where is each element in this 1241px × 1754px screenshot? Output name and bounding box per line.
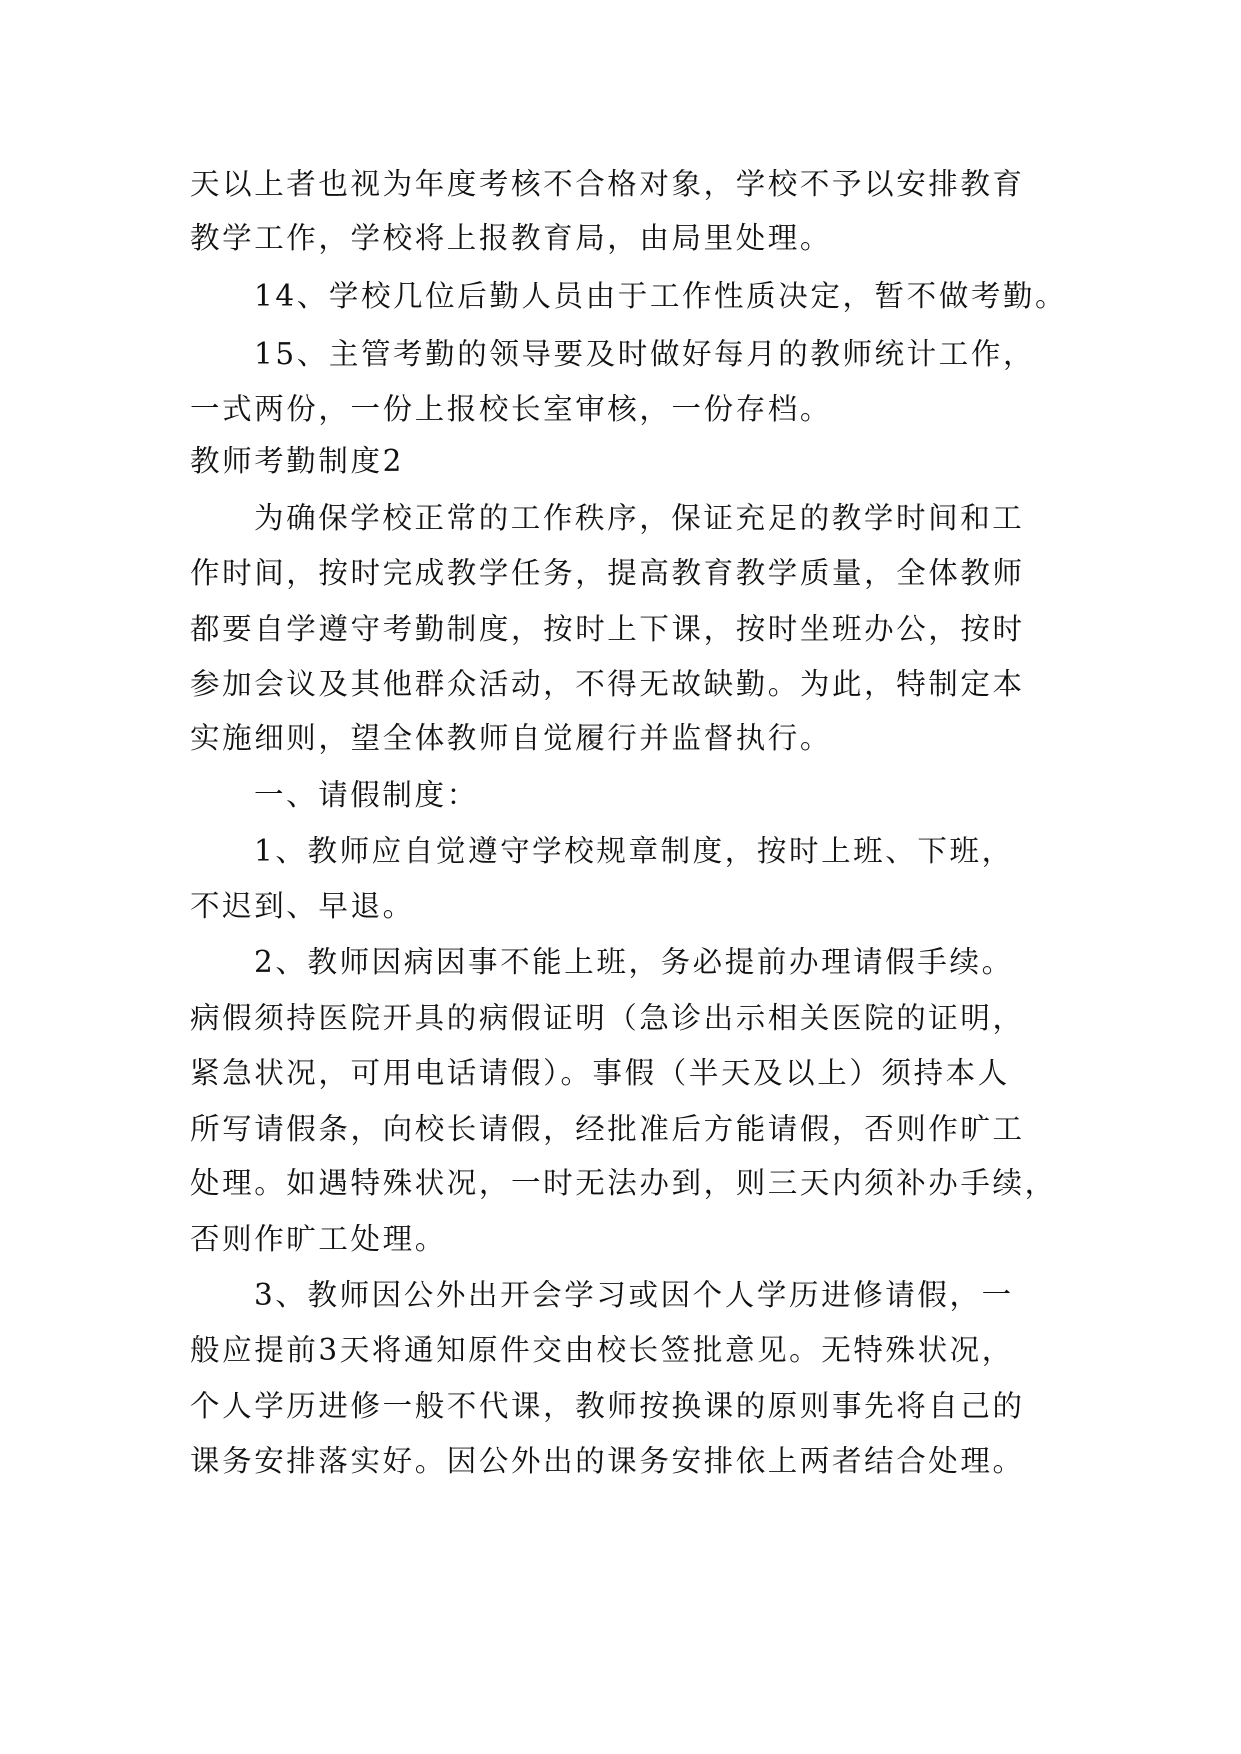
text-line: 紧急状况，可用电话请假）。事假（半天及以上）须持本人	[190, 1056, 1010, 1090]
text-line: 1、教师应自觉遵守学校规章制度，按时上班、下班，	[254, 834, 1014, 868]
subsection-heading: 一、请假制度：	[254, 778, 479, 812]
text-line: 为确保学校正常的工作秩序，保证充足的教学时间和工	[254, 501, 1025, 535]
text-line: 否则作旷工处理。	[190, 1222, 447, 1256]
text-line: 个人学历进修一般不代课，教师按换课的原则事先将自己的	[190, 1389, 1025, 1423]
text-line: 教学工作，学校将上报教育局，由局里处理。	[190, 221, 833, 255]
text-line: 处理。如遇特殊状况，一时无法办到，则三天内须补办手续，	[190, 1166, 1057, 1200]
section-heading: 教师考勤制度2	[190, 444, 404, 478]
text-line: 课务安排落实好。因公外出的课务安排依上两者结合处理。	[190, 1444, 1025, 1478]
text-line: 所写请假条，向校长请假，经批准后方能请假，否则作旷工	[190, 1112, 1025, 1146]
text-line: 般应提前3天将通知原件交由校长签批意见。无特殊状况，	[190, 1333, 1014, 1367]
text-line: 病假须持医院开具的病假证明（急诊出示相关医院的证明，	[190, 1001, 1025, 1035]
text-line: 一式两份，一份上报校长室审核，一份存档。	[190, 392, 833, 426]
text-line: 实施细则，望全体教师自觉履行并监督执行。	[190, 721, 833, 755]
text-line: 作时间，按时完成教学任务，提高教育教学质量，全体教师	[190, 556, 1025, 590]
text-line: 参加会议及其他群众活动，不得无故缺勤。为此，特制定本	[190, 667, 1025, 701]
text-line: 不迟到、早退。	[190, 889, 415, 923]
text-line: 2、教师因病因事不能上班，务必提前办理请假手续。	[254, 945, 1014, 979]
text-line: 天以上者也视为年度考核不合格对象，学校不予以安排教育	[190, 167, 1025, 201]
text-line: 15、主管考勤的领导要及时做好每月的教师统计工作，	[254, 337, 1036, 371]
text-line: 都要自学遵守考勤制度，按时上下课，按时坐班办公，按时	[190, 612, 1025, 646]
text-line: 14、学校几位后勤人员由于工作性质决定，暂不做考勤。	[254, 279, 1068, 313]
text-line: 3、教师因公外出开会学习或因个人学历进修请假，一	[254, 1278, 1014, 1312]
